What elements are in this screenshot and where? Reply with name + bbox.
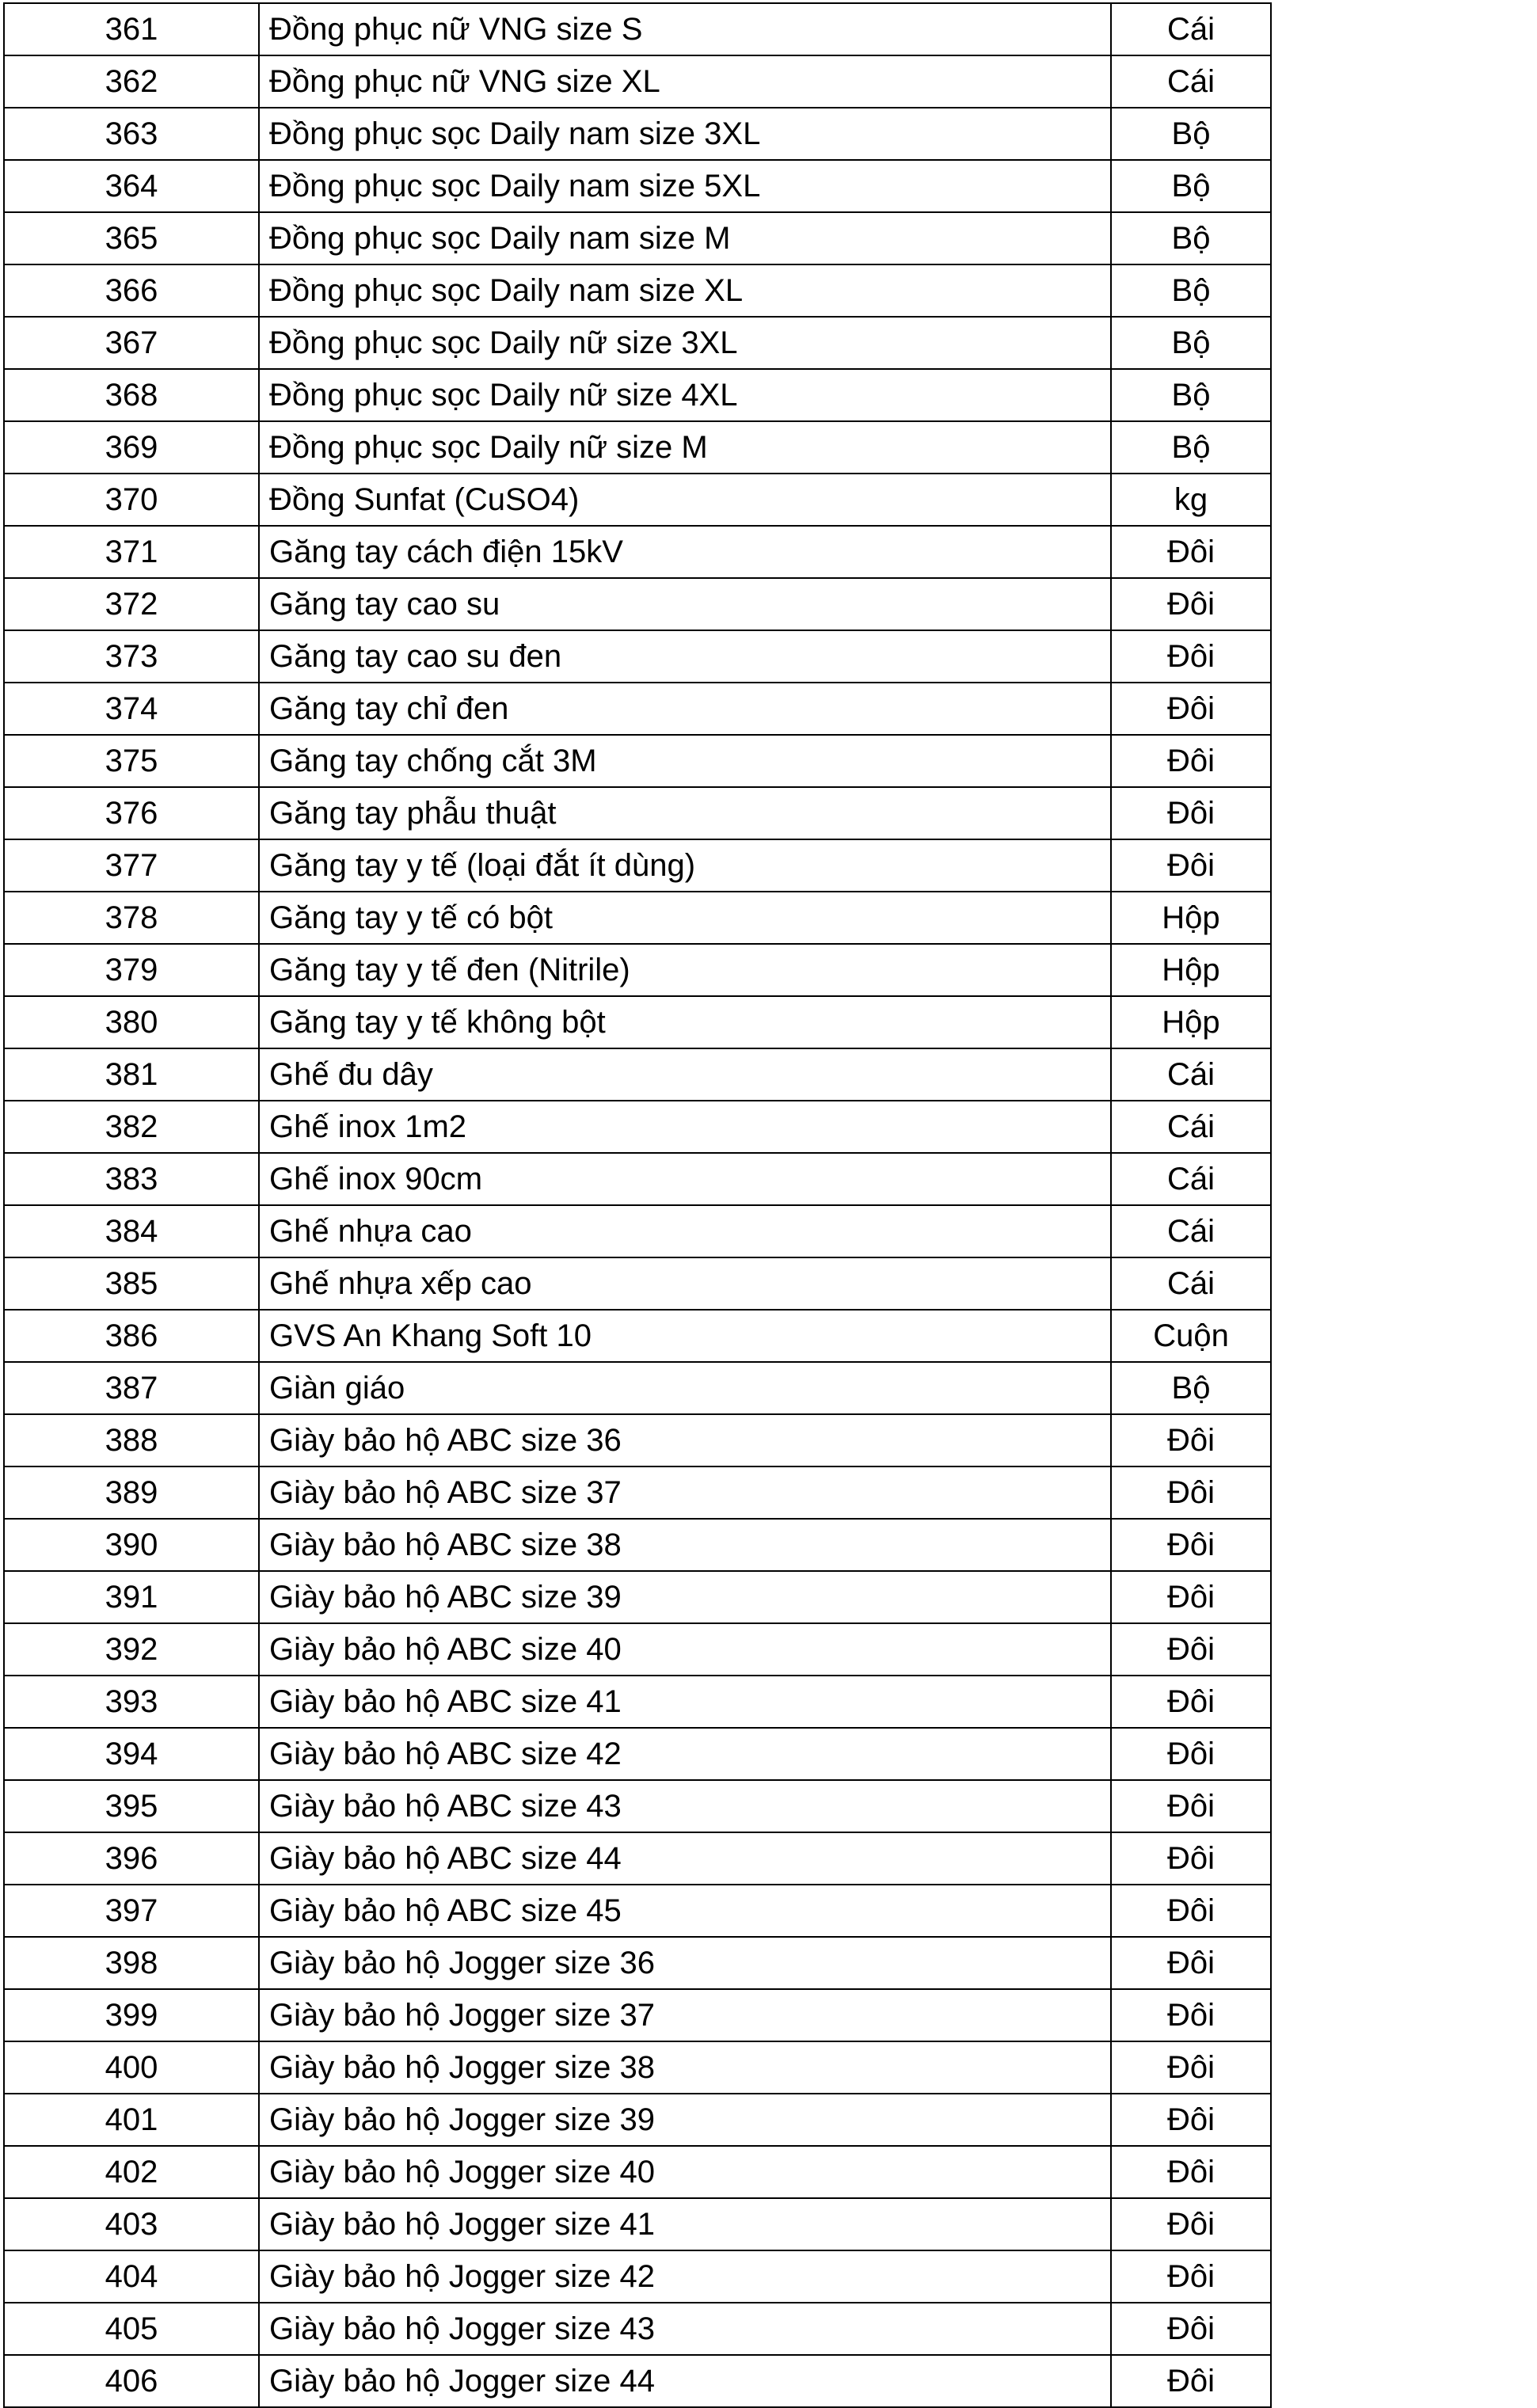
table-row — [4, 1989, 1271, 2041]
item-name-cell: Găng tay y tế (loại đắt ít dùng) — [259, 839, 1111, 892]
item-name-cell: Đồng Sunfat (CuSO4) — [259, 474, 1111, 526]
item-name-cell: Giày bảo hộ ABC size 42 — [259, 1728, 1111, 1780]
item-name-cell: Găng tay cách điện 15kV — [259, 526, 1111, 578]
item-name-cell: Đồng phục sọc Daily nam size XL — [259, 264, 1111, 317]
table-row — [4, 839, 1271, 892]
item-name-cell: Giày bảo hộ Jogger size 36 — [259, 1937, 1111, 1989]
item-name-cell: Ghế inox 1m2 — [259, 1101, 1111, 1153]
item-name-cell: GVS An Khang Soft 10 — [259, 1310, 1111, 1362]
table-row — [4, 526, 1271, 578]
unit-cell: Bộ — [1111, 212, 1271, 264]
item-name-cell: Đồng phục nữ VNG size XL — [259, 55, 1111, 108]
table-row — [4, 1885, 1271, 1937]
item-name-cell: Găng tay cao su đen — [259, 630, 1111, 683]
unit-cell: Đôi — [1111, 1519, 1271, 1571]
table-row — [4, 1466, 1271, 1519]
table-row — [4, 944, 1271, 996]
item-name-cell: Găng tay phẫu thuật — [259, 787, 1111, 839]
unit-cell: Hộp — [1111, 892, 1271, 944]
unit-cell: Bộ — [1111, 264, 1271, 317]
unit-cell: Bộ — [1111, 108, 1271, 160]
unit-cell: Hộp — [1111, 996, 1271, 1048]
table-row — [4, 3, 1271, 55]
unit-cell: Đôi — [1111, 683, 1271, 735]
items-table — [3, 2, 1272, 2408]
row-number-cell: 368 — [4, 369, 259, 421]
table-row — [4, 996, 1271, 1048]
unit-cell: Đôi — [1111, 2146, 1271, 2198]
item-name-cell: Đồng phục sọc Daily nam size 5XL — [259, 160, 1111, 212]
unit-cell: Đôi — [1111, 1676, 1271, 1728]
table-row — [4, 55, 1271, 108]
item-name-cell: Giày bảo hộ Jogger size 44 — [259, 2355, 1111, 2407]
unit-cell: Đôi — [1111, 1571, 1271, 1623]
unit-cell: Đôi — [1111, 735, 1271, 787]
item-name-cell: Giày bảo hộ ABC size 40 — [259, 1623, 1111, 1676]
table-row — [4, 2198, 1271, 2250]
item-name-cell: Giày bảo hộ ABC size 41 — [259, 1676, 1111, 1728]
row-number-cell: 364 — [4, 160, 259, 212]
row-number-cell: 405 — [4, 2303, 259, 2355]
row-number-cell: 377 — [4, 839, 259, 892]
item-name-cell: Găng tay y tế đen (Nitrile) — [259, 944, 1111, 996]
row-number-cell: 401 — [4, 2094, 259, 2146]
table-row — [4, 1310, 1271, 1362]
table-row — [4, 474, 1271, 526]
row-number-cell: 397 — [4, 1885, 259, 1937]
item-name-cell: Ghế nhựa xếp cao — [259, 1257, 1111, 1310]
table-row — [4, 683, 1271, 735]
row-number-cell: 380 — [4, 996, 259, 1048]
item-name-cell: Giày bảo hộ ABC size 36 — [259, 1414, 1111, 1466]
unit-cell: Đôi — [1111, 2355, 1271, 2407]
row-number-cell: 374 — [4, 683, 259, 735]
row-number-cell: 370 — [4, 474, 259, 526]
item-name-cell: Giày bảo hộ ABC size 37 — [259, 1466, 1111, 1519]
unit-cell: Đôi — [1111, 1466, 1271, 1519]
unit-cell: Đôi — [1111, 1885, 1271, 1937]
item-name-cell: Ghế inox 90cm — [259, 1153, 1111, 1205]
item-name-cell: Đồng phục sọc Daily nữ size 3XL — [259, 317, 1111, 369]
unit-cell: Bộ — [1111, 421, 1271, 474]
unit-cell: Cái — [1111, 55, 1271, 108]
item-name-cell: Đồng phục nữ VNG size S — [259, 3, 1111, 55]
row-number-cell: 372 — [4, 578, 259, 630]
unit-cell: Đôi — [1111, 2094, 1271, 2146]
row-number-cell: 363 — [4, 108, 259, 160]
row-number-cell: 398 — [4, 1937, 259, 1989]
unit-cell: Đôi — [1111, 2303, 1271, 2355]
unit-cell: Đôi — [1111, 2198, 1271, 2250]
row-number-cell: 375 — [4, 735, 259, 787]
item-name-cell: Giày bảo hộ Jogger size 39 — [259, 2094, 1111, 2146]
row-number-cell: 406 — [4, 2355, 259, 2407]
unit-cell: Đôi — [1111, 1989, 1271, 2041]
unit-cell: Đôi — [1111, 2250, 1271, 2303]
table-row — [4, 264, 1271, 317]
item-name-cell: Giày bảo hộ ABC size 39 — [259, 1571, 1111, 1623]
unit-cell: Đôi — [1111, 787, 1271, 839]
table-row — [4, 1362, 1271, 1414]
row-number-cell: 373 — [4, 630, 259, 683]
table-row — [4, 421, 1271, 474]
table-row — [4, 1101, 1271, 1153]
table-row — [4, 2041, 1271, 2094]
table-row — [4, 2303, 1271, 2355]
row-number-cell: 402 — [4, 2146, 259, 2198]
row-number-cell: 369 — [4, 421, 259, 474]
row-number-cell: 383 — [4, 1153, 259, 1205]
table-row — [4, 1153, 1271, 1205]
row-number-cell: 404 — [4, 2250, 259, 2303]
row-number-cell: 388 — [4, 1414, 259, 1466]
row-number-cell: 393 — [4, 1676, 259, 1728]
row-number-cell: 379 — [4, 944, 259, 996]
unit-cell: Đôi — [1111, 2041, 1271, 2094]
item-name-cell: Đồng phục sọc Daily nữ size M — [259, 421, 1111, 474]
unit-cell: Đôi — [1111, 630, 1271, 683]
table-row — [4, 369, 1271, 421]
row-number-cell: 403 — [4, 2198, 259, 2250]
row-number-cell: 381 — [4, 1048, 259, 1101]
row-number-cell: 365 — [4, 212, 259, 264]
unit-cell: Bộ — [1111, 1362, 1271, 1414]
item-name-cell: Găng tay y tế không bột — [259, 996, 1111, 1048]
unit-cell: Cái — [1111, 1048, 1271, 1101]
table-row — [4, 1257, 1271, 1310]
row-number-cell: 390 — [4, 1519, 259, 1571]
row-number-cell: 386 — [4, 1310, 259, 1362]
table-row — [4, 1937, 1271, 1989]
row-number-cell: 378 — [4, 892, 259, 944]
table-row — [4, 1048, 1271, 1101]
table-row — [4, 1623, 1271, 1676]
item-name-cell: Giày bảo hộ Jogger size 43 — [259, 2303, 1111, 2355]
row-number-cell: 376 — [4, 787, 259, 839]
table-row — [4, 2146, 1271, 2198]
item-name-cell: Giày bảo hộ Jogger size 42 — [259, 2250, 1111, 2303]
table-row — [4, 317, 1271, 369]
row-number-cell: 391 — [4, 1571, 259, 1623]
item-name-cell: Giày bảo hộ Jogger size 40 — [259, 2146, 1111, 2198]
row-number-cell: 367 — [4, 317, 259, 369]
items-table-body — [4, 3, 1271, 2407]
row-number-cell: 399 — [4, 1989, 259, 2041]
unit-cell: Đôi — [1111, 1937, 1271, 1989]
table-row — [4, 108, 1271, 160]
table-row — [4, 1205, 1271, 1257]
table-row — [4, 578, 1271, 630]
table-row — [4, 787, 1271, 839]
item-name-cell: Găng tay cao su — [259, 578, 1111, 630]
unit-cell: Cái — [1111, 3, 1271, 55]
item-name-cell: Đồng phục sọc Daily nữ size 4XL — [259, 369, 1111, 421]
unit-cell: Cái — [1111, 1257, 1271, 1310]
item-name-cell: Giày bảo hộ Jogger size 37 — [259, 1989, 1111, 2041]
row-number-cell: 392 — [4, 1623, 259, 1676]
table-row — [4, 1676, 1271, 1728]
table-row — [4, 2355, 1271, 2407]
item-name-cell: Giày bảo hộ Jogger size 38 — [259, 2041, 1111, 2094]
row-number-cell: 362 — [4, 55, 259, 108]
item-name-cell: Đồng phục sọc Daily nam size M — [259, 212, 1111, 264]
item-name-cell: Giày bảo hộ ABC size 45 — [259, 1885, 1111, 1937]
row-number-cell: 384 — [4, 1205, 259, 1257]
row-number-cell: 396 — [4, 1832, 259, 1885]
unit-cell: Cái — [1111, 1205, 1271, 1257]
unit-cell: kg — [1111, 474, 1271, 526]
table-row — [4, 1728, 1271, 1780]
table-row — [4, 1414, 1271, 1466]
table-row — [4, 1780, 1271, 1832]
row-number-cell: 385 — [4, 1257, 259, 1310]
unit-cell: Đôi — [1111, 1414, 1271, 1466]
item-name-cell: Giày bảo hộ ABC size 44 — [259, 1832, 1111, 1885]
table-row — [4, 1519, 1271, 1571]
item-name-cell: Giàn giáo — [259, 1362, 1111, 1414]
item-name-cell: Ghế đu dây — [259, 1048, 1111, 1101]
unit-cell: Đôi — [1111, 526, 1271, 578]
item-name-cell: Giày bảo hộ ABC size 38 — [259, 1519, 1111, 1571]
unit-cell: Đôi — [1111, 1780, 1271, 1832]
item-name-cell: Găng tay y tế có bột — [259, 892, 1111, 944]
unit-cell: Cái — [1111, 1101, 1271, 1153]
item-name-cell: Đồng phục sọc Daily nam size 3XL — [259, 108, 1111, 160]
row-number-cell: 361 — [4, 3, 259, 55]
table-row — [4, 1571, 1271, 1623]
table-row — [4, 630, 1271, 683]
unit-cell: Đôi — [1111, 839, 1271, 892]
row-number-cell: 366 — [4, 264, 259, 317]
row-number-cell: 389 — [4, 1466, 259, 1519]
row-number-cell: 395 — [4, 1780, 259, 1832]
unit-cell: Đôi — [1111, 1728, 1271, 1780]
item-name-cell: Giày bảo hộ Jogger size 41 — [259, 2198, 1111, 2250]
item-name-cell: Giày bảo hộ ABC size 43 — [259, 1780, 1111, 1832]
row-number-cell: 387 — [4, 1362, 259, 1414]
table-row — [4, 2094, 1271, 2146]
row-number-cell: 400 — [4, 2041, 259, 2094]
row-number-cell: 394 — [4, 1728, 259, 1780]
unit-cell: Đôi — [1111, 1623, 1271, 1676]
table-row — [4, 735, 1271, 787]
unit-cell: Đôi — [1111, 1832, 1271, 1885]
unit-cell: Hộp — [1111, 944, 1271, 996]
table-row — [4, 212, 1271, 264]
unit-cell: Cái — [1111, 1153, 1271, 1205]
unit-cell: Đôi — [1111, 578, 1271, 630]
unit-cell: Bộ — [1111, 317, 1271, 369]
row-number-cell: 382 — [4, 1101, 259, 1153]
unit-cell: Bộ — [1111, 369, 1271, 421]
row-number-cell: 371 — [4, 526, 259, 578]
unit-cell: Cuộn — [1111, 1310, 1271, 1362]
item-name-cell: Găng tay chỉ đen — [259, 683, 1111, 735]
unit-cell: Bộ — [1111, 160, 1271, 212]
table-row — [4, 892, 1271, 944]
table-row — [4, 2250, 1271, 2303]
table-row — [4, 160, 1271, 212]
item-name-cell: Ghế nhựa cao — [259, 1205, 1111, 1257]
table-row — [4, 1832, 1271, 1885]
item-name-cell: Găng tay chống cắt 3M — [259, 735, 1111, 787]
